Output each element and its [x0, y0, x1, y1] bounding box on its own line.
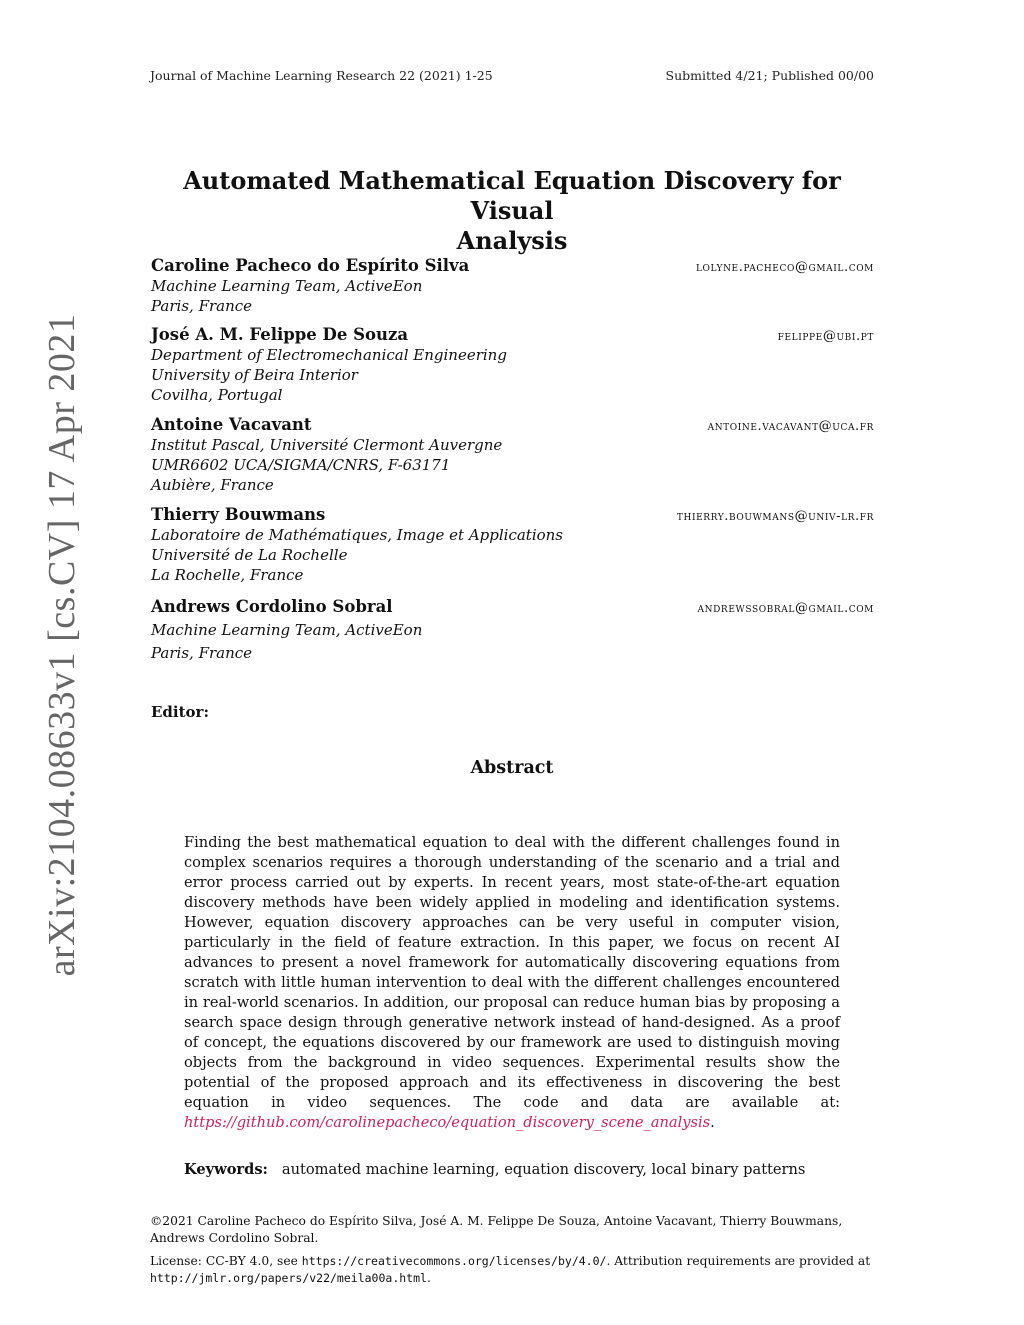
copyright-symbol: ©: [150, 1214, 163, 1228]
title-line-2: Analysis: [456, 226, 568, 255]
affiliation-line: Aubière, France: [151, 476, 274, 494]
author-name: Andrews Cordolino Sobral andrewssobral@gmail.com: [151, 597, 874, 617]
license-url[interactable]: https://creativecommons.org/licenses/by/4.0/: [301, 1254, 607, 1268]
abstract-heading: Abstract: [470, 758, 554, 778]
author-email[interactable]: thierry.bouwmans@univ-lr.fr: [676, 509, 874, 524]
affiliation-line: Machine Learning Team, ActiveEon: [151, 621, 423, 639]
keywords: [184, 1161, 805, 1178]
paper-url[interactable]: http://jmlr.org/papers/v22/meila00a.html: [150, 1271, 427, 1285]
author-name: Antoine Vacavant antoine.vacavant@uca.fr: [151, 415, 874, 435]
running-header-dates: Submitted 4/21; Published 00/00: [665, 68, 874, 83]
author-name: Thierry Bouwmans thierry.bouwmans@univ-lr.fr: [151, 505, 874, 525]
author-block: [151, 415, 874, 495]
abstract-period: .: [710, 1114, 715, 1131]
author-name: Caroline Pacheco do Espírito Silva lolyne.pacheco@gmail.com: [151, 256, 874, 276]
editor-label: Editor:: [151, 703, 209, 721]
affiliation-line: UMR6602 UCA/SIGMA/CNRS, F-63171: [151, 456, 451, 474]
author-block: [151, 597, 874, 663]
license-notice: [150, 1253, 874, 1287]
affiliation-line: La Rochelle, France: [151, 566, 304, 584]
affiliation-line: Université de La Rochelle: [151, 546, 348, 564]
author-email[interactable]: felippe@ubi.pt: [777, 329, 874, 344]
affiliation-line: Paris, France: [151, 297, 253, 315]
code-repository-link[interactable]: https://github.com/carolinepacheco/equation_discovery_scene_analysis: [184, 1114, 711, 1131]
license-middle: . Attribution requirements are provided at: [606, 1254, 871, 1268]
copyright-notice: [150, 1213, 874, 1247]
affiliation-line: Covilha, Portugal: [151, 386, 283, 404]
author-name: José A. M. Felippe De Souza felippe@ubi.pt: [151, 325, 874, 345]
author-email[interactable]: andrewssobral@gmail.com: [697, 601, 874, 616]
affiliation-line: Department of Electromechanical Engineering: [151, 346, 507, 364]
author-email[interactable]: antoine.vacavant@uca.fr: [707, 419, 874, 434]
license-suffix: .: [426, 1271, 431, 1285]
affiliation-line: Machine Learning Team, ActiveEon: [151, 277, 423, 295]
title-line-1: Automated Mathematical Equation Discovery for Visual: [183, 166, 841, 225]
affiliation-line: Paris, France: [151, 644, 253, 662]
keywords-text: automated machine learning, equation discovery, local binary patterns: [281, 1161, 806, 1178]
affiliation-line: Laboratoire de Mathématiques, Image et Applications: [151, 526, 564, 544]
affiliation-line: University of Beira Interior: [151, 366, 358, 384]
abstract-body: [184, 833, 840, 1133]
abstract-text: Finding the best mathematical equation to deal with the different challenges found in complex scenarios requires a thorough understanding of the scenario and a trial and error process carried out by experts. In recent years, most state-of-the-art equation discovery methods have been widely applied in modeling and identification systems. However, equation discovery approaches can be very useful in computer vision, particularly in the field of feature extraction. In this paper, we focus on recent AI advances to present a novel framework for automatically discovering equations from scratch with little human intervention to deal with the different challenges encountered in real-world scenarios. In addition, our proposal can reduce human bias by proposing a search space design through generative network instead of hand-designed. As a proof of concept, the equations discovered by our framework are used to distinguish moving objects from the background in video sequences. Experimental results show the potential of the proposed approach and its effectiveness in discovering the best equation in video sequences. The code and data are available at:: [184, 834, 840, 1111]
copyright-text: 2021 Caroline Pacheco do Espírito Silva, José A. M. Felippe De Souza, Antoine Vacavant, Thierry Bouwmans, Andrews Cordolino Sobral.: [150, 1214, 843, 1245]
license-prefix: License: CC-BY 4.0, see: [150, 1254, 302, 1268]
author-block: [151, 505, 874, 585]
author-email[interactable]: lolyne.pacheco@gmail.com: [695, 260, 874, 275]
arxiv-stamp: arXiv:2104.08633v1 [cs.CV] 17 Apr 2021: [41, 313, 83, 977]
running-header-journal: Journal of Machine Learning Research 22 (2021) 1-25: [150, 68, 493, 83]
keywords-label: Keywords:: [184, 1161, 268, 1178]
author-block: [151, 256, 874, 316]
affiliation-line: Institut Pascal, Université Clermont Auvergne: [151, 436, 503, 454]
author-block: [151, 325, 874, 405]
paper-title: [150, 166, 874, 256]
